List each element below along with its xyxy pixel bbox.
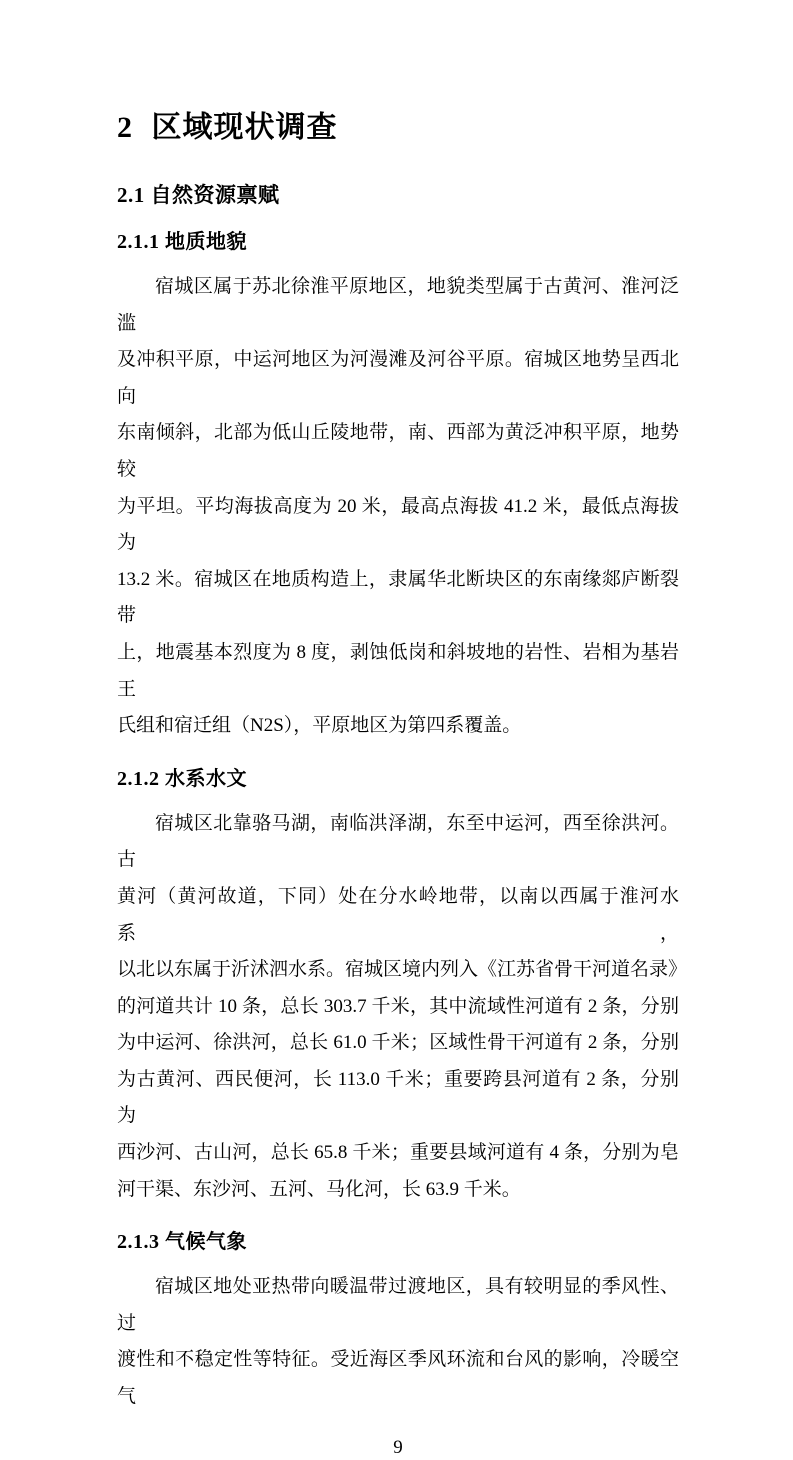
text-line: 东南倾斜，北部为低山丘陵地带，南、西部为黄泛冲积平原，地势较: [117, 422, 679, 480]
text-line: 氏组和宿迁组（N2S），平原地区为第四系覆盖。: [117, 715, 522, 737]
paragraph-climate: [117, 1269, 679, 1415]
text-line: 河干渠、东沙河、五河、马化河，长 63.9 千米。: [117, 1178, 521, 1200]
paragraph-hydrology: [117, 806, 688, 1209]
text-line: 13.2 米。宿城区在地质构造上，隶属华北断块区的东南缘郯庐断裂带: [117, 568, 679, 627]
text-line: 宿城区北靠骆马湖，南临洪泽湖，东至中运河，西至徐洪河。古: [117, 812, 679, 871]
text-line: 黄河（黄河故道，下同）处在分水岭地带，以南以西属于淮河水系，: [117, 885, 679, 944]
text-line: 为平坦。平均海拔高度为 20 米，最高点海拔 41.2 米，最低点海拔为: [117, 495, 679, 554]
text-line: 渡性和不稳定性等特征。受近海区季风环流和台风的影响，冷暖空气: [117, 1349, 679, 1408]
subsection-heading-2-1-1: 2.1.1 地质地貌: [117, 231, 247, 253]
text-line: 宿城区属于苏北徐淮平原地区，地貌类型属于古黄河、淮河泛滥: [117, 276, 679, 334]
text-line: 宿城区地处亚热带向暖温带过渡地区，具有较明显的季风性、过: [117, 1276, 679, 1334]
text-line: 及冲积平原，中运河地区为河漫滩及河谷平原。宿城区地势呈西北向: [117, 349, 679, 407]
text-line: 西沙河、古山河，总长 65.8 千米；重要县域河道有 4 条，分别为皂: [117, 1142, 679, 1164]
text-line: 上，地震基本烈度为 8 度，剥蚀低岗和斜坡地的岩性、岩相为基岩王: [117, 641, 679, 700]
chapter-title: 2 区域现状调查: [117, 111, 338, 144]
subsection-heading-2-1-3: 2.1.3 气候气象: [117, 1231, 247, 1254]
section-heading-2-1: 2.1 自然资源禀赋: [117, 183, 280, 207]
text-line: 为中运河、徐洪河，总长 61.0 千米；区域性骨干河道有 2 条，分别: [117, 1032, 679, 1054]
subsection-heading-2-1-2: 2.1.2 水系水文: [117, 767, 247, 790]
text-line: 以北以东属于沂沭泗水系。宿城区境内列入《江苏省骨干河道名录》: [117, 959, 688, 981]
text-line: 的河道共计 10 条，总长 303.7 千米，其中流域性河道有 2 条，分别: [117, 995, 679, 1017]
paragraph-geology: [117, 269, 679, 745]
page-number: 9: [393, 1436, 403, 1458]
text-line: 为古黄河、西民便河，长 113.0 千米；重要跨县河道有 2 条，分别为: [117, 1068, 679, 1127]
